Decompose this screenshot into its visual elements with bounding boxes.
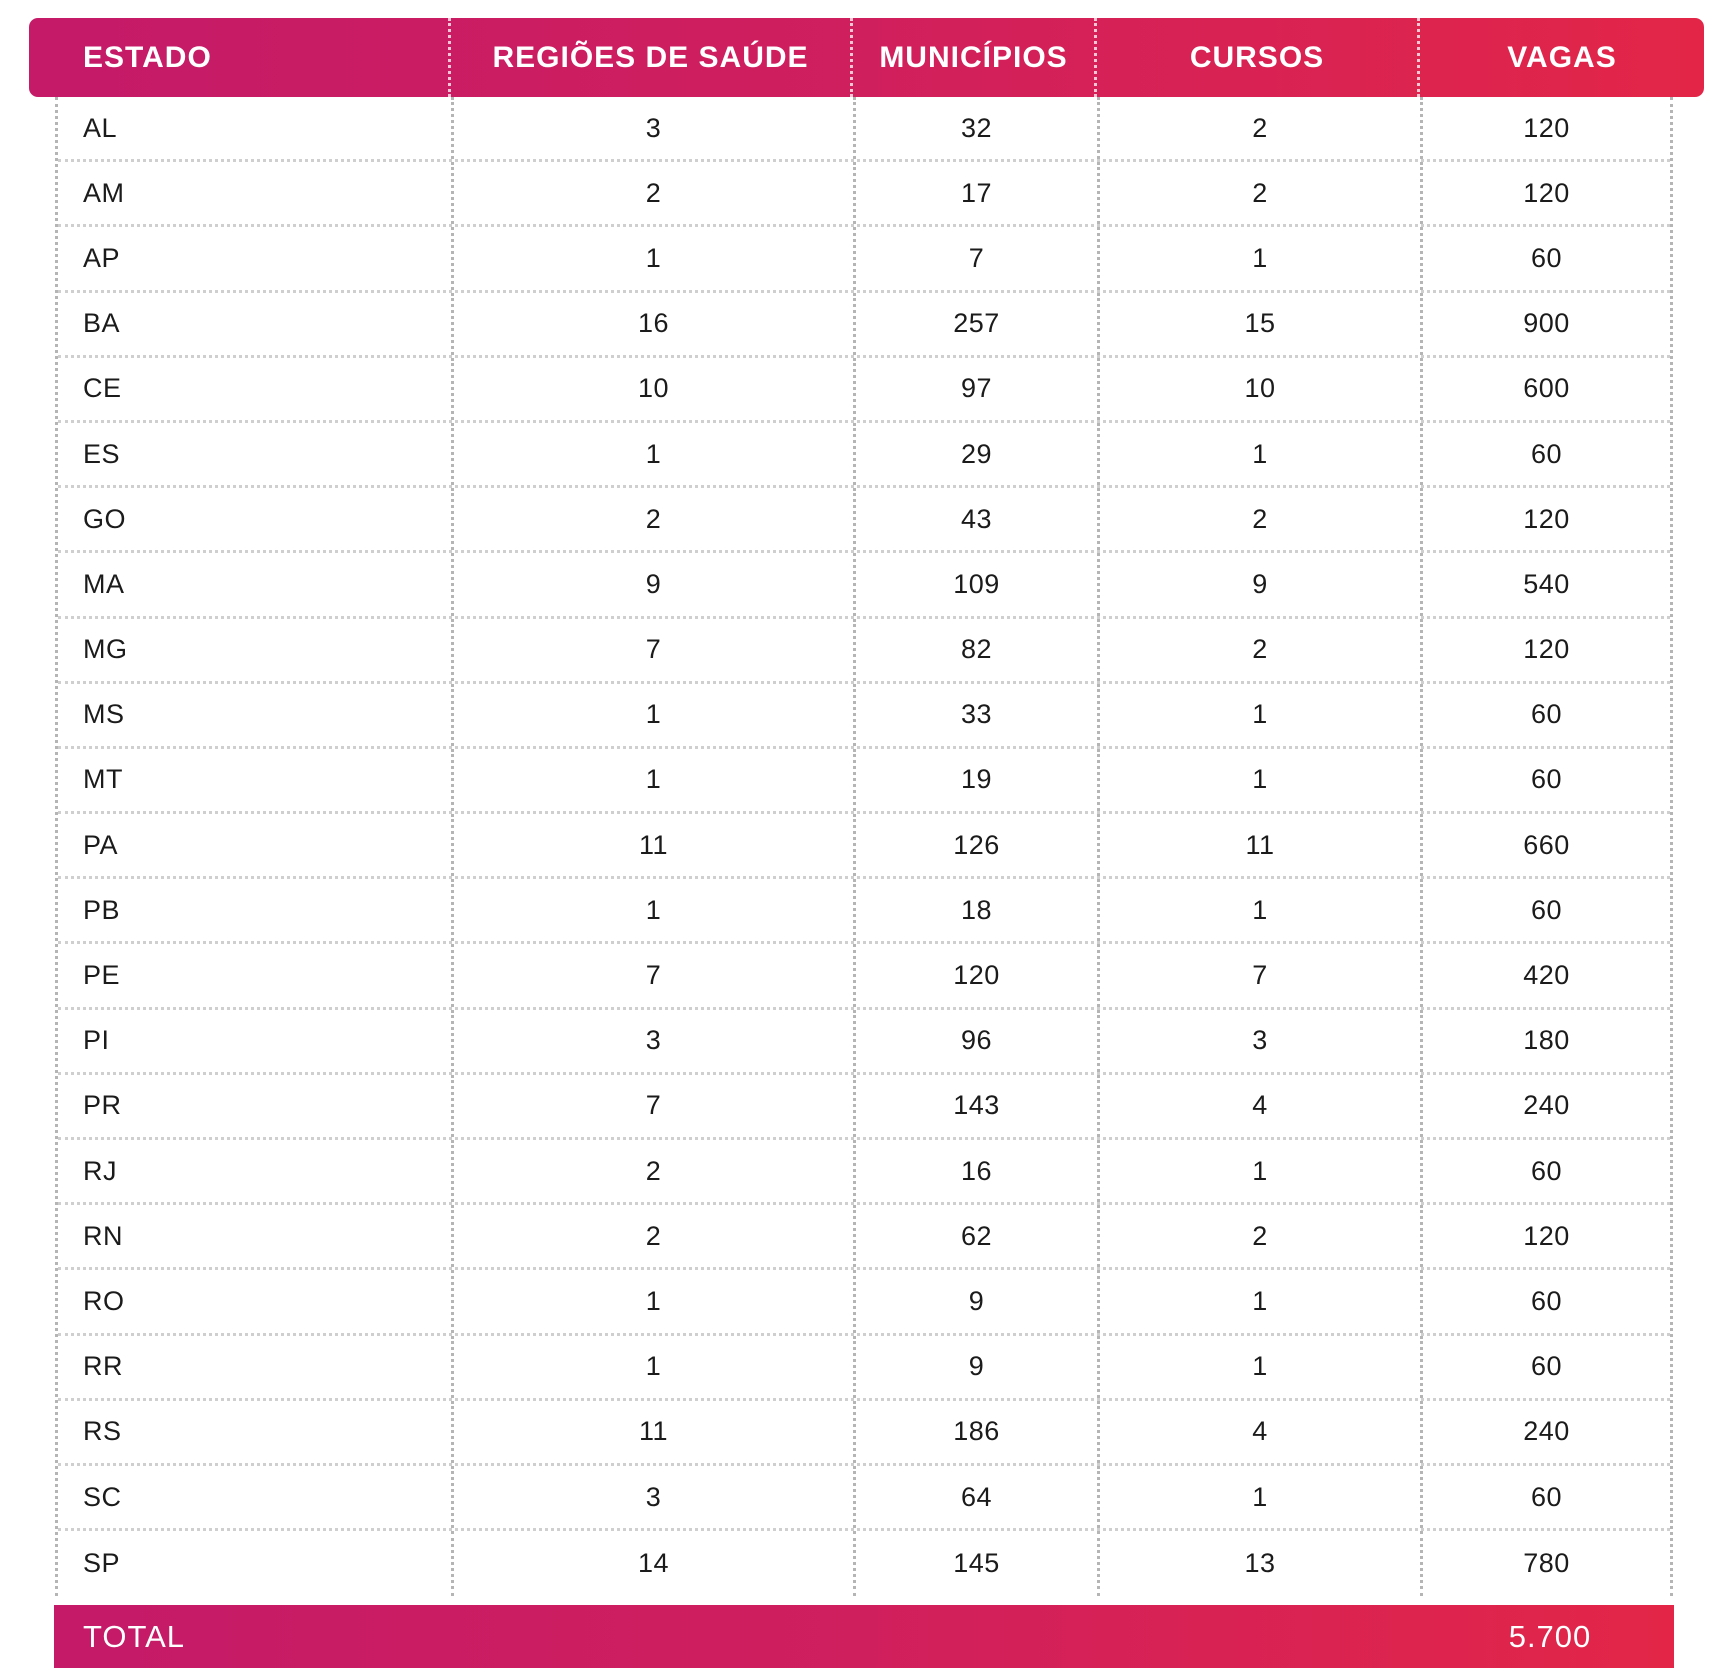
municipios-cell: 7 <box>853 227 1097 289</box>
table-row <box>58 749 1670 814</box>
table-row <box>58 488 1670 553</box>
regioes-cell: 7 <box>451 619 853 681</box>
total-value: 5.700 <box>1508 1618 1592 1654</box>
municipios-cell: 19 <box>853 749 1097 811</box>
header-vagas: VAGAS <box>1417 18 1704 97</box>
municipios-cell: 126 <box>853 814 1097 876</box>
regioes-cell: 2 <box>451 1205 853 1267</box>
municipios-cell: 43 <box>853 488 1097 550</box>
state-cell: AL <box>83 112 118 143</box>
cursos-cell: 2 <box>1097 162 1420 224</box>
cursos-cell: 11 <box>1097 814 1420 876</box>
cursos-cell: 3 <box>1097 1010 1420 1072</box>
state-cell: PB <box>83 894 121 925</box>
regioes-cell: 1 <box>451 423 853 485</box>
municipios-cell: 16 <box>853 1140 1097 1202</box>
municipios-cell: 82 <box>853 619 1097 681</box>
state-cell: AM <box>83 177 125 208</box>
vagas-cell: 600 <box>1420 358 1670 420</box>
cursos-cell: 2 <box>1097 488 1420 550</box>
municipios-cell: 29 <box>853 423 1097 485</box>
table-row <box>58 162 1670 227</box>
table-row <box>58 684 1670 749</box>
cursos-cell: 9 <box>1097 553 1420 615</box>
state-cell: RJ <box>83 1155 117 1186</box>
cursos-cell: 4 <box>1097 1075 1420 1137</box>
regioes-cell: 2 <box>451 162 853 224</box>
table-row <box>58 293 1670 358</box>
table-row <box>58 1075 1670 1140</box>
table-row <box>58 1205 1670 1270</box>
vagas-cell: 60 <box>1420 1270 1670 1332</box>
state-cell: PE <box>83 960 121 991</box>
vagas-cell: 60 <box>1420 684 1670 746</box>
table-row <box>58 1336 1670 1401</box>
vagas-cell: 900 <box>1420 293 1670 355</box>
regioes-cell: 2 <box>451 488 853 550</box>
state-cell: SP <box>83 1548 121 1579</box>
table-row <box>58 553 1670 618</box>
municipios-cell: 17 <box>853 162 1097 224</box>
table-header <box>29 18 1704 97</box>
vagas-cell: 120 <box>1420 162 1670 224</box>
regioes-cell: 7 <box>451 944 853 1006</box>
regioes-cell: 2 <box>451 1140 853 1202</box>
vagas-cell: 120 <box>1420 97 1670 159</box>
table-row <box>58 814 1670 879</box>
total-label: TOTAL <box>83 1618 186 1654</box>
state-cell: GO <box>83 503 127 534</box>
table-footer-total <box>54 1605 1674 1668</box>
table-row <box>58 879 1670 944</box>
vagas-cell: 60 <box>1420 423 1670 485</box>
municipios-cell: 109 <box>853 553 1097 615</box>
vagas-cell: 540 <box>1420 553 1670 615</box>
state-cell: SC <box>83 1481 122 1512</box>
cursos-cell: 7 <box>1097 944 1420 1006</box>
cursos-cell: 2 <box>1097 97 1420 159</box>
state-cell: ES <box>83 438 121 469</box>
regioes-cell: 1 <box>451 879 853 941</box>
header-municipios: MUNICÍPIOS <box>850 18 1094 97</box>
state-cell: MG <box>83 634 128 665</box>
municipios-cell: 96 <box>853 1010 1097 1072</box>
header-regioes-de-saude: REGIÕES DE SAÚDE <box>448 18 850 97</box>
state-cell: PI <box>83 1025 110 1056</box>
table-row <box>58 944 1670 1009</box>
regioes-cell: 3 <box>451 1466 853 1528</box>
header-estado: ESTADO <box>83 40 212 74</box>
cursos-cell: 15 <box>1097 293 1420 355</box>
state-cell: MS <box>83 699 125 730</box>
state-cell: CE <box>83 373 122 404</box>
vagas-cell: 60 <box>1420 749 1670 811</box>
cursos-cell: 1 <box>1097 684 1420 746</box>
cursos-cell: 2 <box>1097 1205 1420 1267</box>
regioes-cell: 1 <box>451 749 853 811</box>
cursos-cell: 10 <box>1097 358 1420 420</box>
cursos-cell: 4 <box>1097 1401 1420 1463</box>
state-cell: MT <box>83 764 123 795</box>
table-row <box>58 1270 1670 1335</box>
regioes-cell: 11 <box>451 1401 853 1463</box>
state-cell: AP <box>83 242 121 273</box>
state-cell: RN <box>83 1220 123 1251</box>
vagas-cell: 60 <box>1420 879 1670 941</box>
table-row <box>58 423 1670 488</box>
vagas-cell: 240 <box>1420 1075 1670 1137</box>
state-cell: PA <box>83 829 119 860</box>
state-cell: PR <box>83 1090 122 1121</box>
regioes-cell: 3 <box>451 1010 853 1072</box>
cursos-cell: 1 <box>1097 1140 1420 1202</box>
vagas-cell: 240 <box>1420 1401 1670 1463</box>
municipios-cell: 64 <box>853 1466 1097 1528</box>
vagas-cell: 60 <box>1420 1336 1670 1398</box>
regioes-cell: 14 <box>451 1531 853 1596</box>
vagas-cell: 60 <box>1420 227 1670 289</box>
municipios-cell: 33 <box>853 684 1097 746</box>
state-cell: RR <box>83 1351 123 1382</box>
vagas-cell: 180 <box>1420 1010 1670 1072</box>
municipios-cell: 145 <box>853 1531 1097 1596</box>
regioes-cell: 11 <box>451 814 853 876</box>
municipios-cell: 186 <box>853 1401 1097 1463</box>
table-row <box>58 619 1670 684</box>
cursos-cell: 1 <box>1097 1466 1420 1528</box>
vagas-cell: 420 <box>1420 944 1670 1006</box>
regioes-cell: 1 <box>451 1270 853 1332</box>
state-cell: MA <box>83 568 125 599</box>
municipios-cell: 32 <box>853 97 1097 159</box>
vagas-cell: 120 <box>1420 488 1670 550</box>
table-row <box>58 97 1670 162</box>
state-cell: BA <box>83 308 121 339</box>
table-body <box>55 97 1673 1596</box>
municipios-cell: 97 <box>853 358 1097 420</box>
cursos-cell: 1 <box>1097 1336 1420 1398</box>
municipios-cell: 257 <box>853 293 1097 355</box>
vagas-cell: 120 <box>1420 619 1670 681</box>
cursos-cell: 1 <box>1097 227 1420 289</box>
municipios-cell: 18 <box>853 879 1097 941</box>
state-cell: RO <box>83 1285 125 1316</box>
regioes-cell: 9 <box>451 553 853 615</box>
regioes-cell: 16 <box>451 293 853 355</box>
regioes-cell: 1 <box>451 1336 853 1398</box>
regioes-cell: 3 <box>451 97 853 159</box>
table-row <box>58 1466 1670 1531</box>
municipios-cell: 120 <box>853 944 1097 1006</box>
cursos-cell: 1 <box>1097 423 1420 485</box>
cursos-cell: 1 <box>1097 879 1420 941</box>
table-row <box>58 227 1670 292</box>
regioes-cell: 1 <box>451 684 853 746</box>
state-cell: RS <box>83 1416 122 1447</box>
regioes-cell: 7 <box>451 1075 853 1137</box>
municipios-cell: 9 <box>853 1336 1097 1398</box>
cursos-cell: 1 <box>1097 1270 1420 1332</box>
vagas-cell: 780 <box>1420 1531 1670 1596</box>
cursos-cell: 13 <box>1097 1531 1420 1596</box>
table-row <box>58 1531 1670 1596</box>
cursos-cell: 1 <box>1097 749 1420 811</box>
vagas-cell: 60 <box>1420 1466 1670 1528</box>
municipios-cell: 62 <box>853 1205 1097 1267</box>
regioes-cell: 10 <box>451 358 853 420</box>
table-row <box>58 1010 1670 1075</box>
table-row <box>58 358 1670 423</box>
municipios-cell: 9 <box>853 1270 1097 1332</box>
cursos-cell: 2 <box>1097 619 1420 681</box>
regioes-cell: 1 <box>451 227 853 289</box>
municipios-cell: 143 <box>853 1075 1097 1137</box>
vagas-cell: 60 <box>1420 1140 1670 1202</box>
table-row <box>58 1401 1670 1466</box>
vagas-cell: 660 <box>1420 814 1670 876</box>
table-row <box>58 1140 1670 1205</box>
vagas-cell: 120 <box>1420 1205 1670 1267</box>
header-cursos: CURSOS <box>1094 18 1417 97</box>
